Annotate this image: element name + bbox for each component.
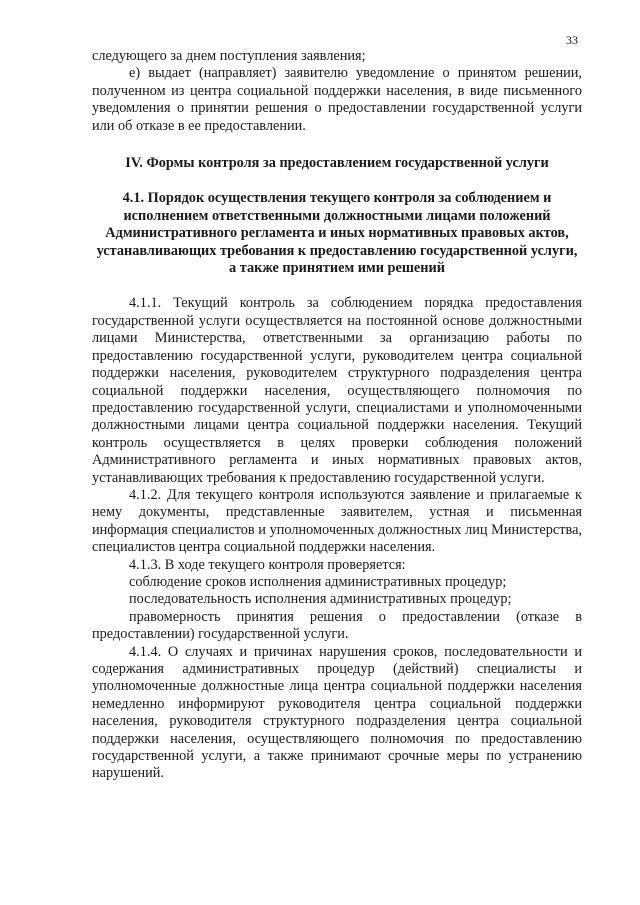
subsection-title: 4.1. Порядок осуществления текущего контроля за соблюдением и исполнением ответственными должностными лицами положений Административного регламента и иных нормативных правовых актов, устанавливающих требования к предоставлению государственной услуги, а также принятием ими решений (96, 190, 578, 277)
page-content (92, 48, 582, 783)
paragraph-4-1-3: 4.1.3. В ходе текущего контроля проверяется: (129, 556, 406, 573)
paragraph-4-1-2: 4.1.2. Для текущего контроля используются заявление и прилагаемые к нему документы, представленные заявителем, устная и письменная информация специалистов и уполномоченных должностных лиц Министерства, специалистов центра социальной поддержки населения. (92, 486, 582, 556)
section-title: IV. Формы контроля за предоставлением государственной услуги (125, 155, 549, 172)
list-item: последовательность исполнения административных процедур; (129, 591, 512, 608)
paragraph-4-1-1: 4.1.1. Текущий контроль за соблюдением порядка предоставления государственной услуги осуществляется на постоянной основе должностными лицами Министерства, ответственными за организацию работы по предоставлению государственной услуги, руководителем центра социальной поддержки населения, руководителем структурного подразделения центра социальной поддержки населения, осуществляющего полномочия по предоставлению государственной услуги, специалистами и уполномоченными должностными лицами центра социальной поддержки населения. Текущий контроль осуществляется в целях проверки соблюдения положений Административного регламента и иных нормативных правовых актов, устанавливающих требования к предоставлению государственной услуги. (92, 295, 582, 486)
page-number: 33 (566, 33, 578, 47)
intro-paragraph-1: следующего за днем поступления заявления; (92, 48, 366, 64)
list-item: правомерность принятия решения о предоставлении (отказе в предоставлении) государственной услуги. (92, 608, 582, 643)
paragraph-4-1-4: 4.1.4. О случаях и причинах нарушения сроков, последовательности и содержания административных процедур (действий) специалисты и уполномоченные должностные лица центра социальной поддержки населения немедленно информируют руководителя центра социальной поддержки населения, руководителя структурного подразделения центра социальной поддержки населения, осуществляющего полномочия по предоставлению государственной услуги, а также принимают срочные меры по устранению нарушений. (92, 643, 582, 782)
intro-paragraph-2: е) выдает (направляет) заявителю уведомление о принятом решении, полученном из центра социальной поддержки населения, в виде письменного уведомления о принятии решения о предоставлении государственной услуги или об отказе в ее предоставлении. (92, 65, 582, 134)
list-item: соблюдение сроков исполнения административных процедур; (129, 573, 507, 590)
